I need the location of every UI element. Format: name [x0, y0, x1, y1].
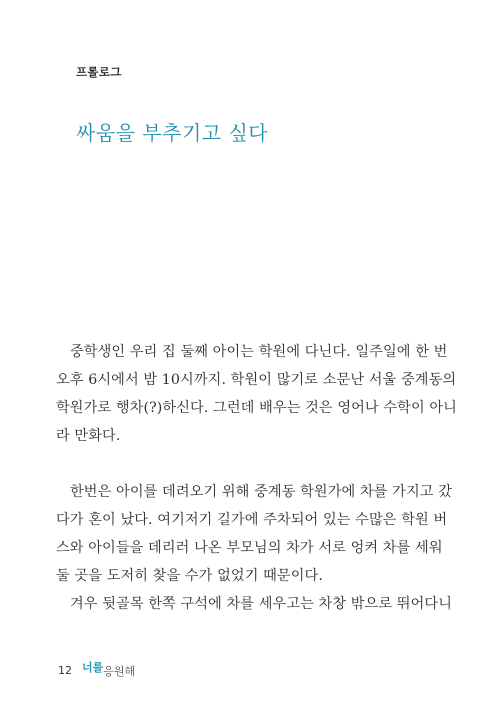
page-number: 12 — [58, 664, 72, 677]
text-line: 다가 혼이 났다. 여기저기 길가에 주차되어 있는 수많은 학원 버 — [56, 512, 448, 528]
text-line: 둘 곳을 도저히 찾을 수가 없었기 때문이다. — [56, 568, 323, 584]
page-footer — [58, 661, 136, 678]
book-logo-rest: 응원해 — [103, 665, 136, 678]
section-label: 프롤로그 — [76, 65, 122, 79]
book-logo — [82, 661, 136, 679]
body-paragraph — [56, 590, 453, 618]
text-line: 겨우 뒷골목 한쪽 구석에 차를 세우고는 차창 밖으로 뛰어다니 — [70, 596, 453, 612]
text-line: 오후 6시에서 밤 10시까지. 학원이 많기로 소문난 서울 중계동의 — [56, 372, 457, 388]
text-line: 라 만화다. — [56, 428, 121, 444]
text-line: 중학생인 우리 집 둘째 아이는 학원에 다닌다. 일주일에 한 번 — [70, 344, 448, 360]
body-paragraph — [56, 478, 453, 590]
text-line: 학원가로 행차(?)하신다. 그런데 배우는 것은 영어나 수학이 아니 — [56, 400, 457, 416]
book-logo-accent: 너를 — [82, 661, 104, 674]
chapter-title: 싸움을 부추기고 싶다 — [76, 121, 269, 145]
body-paragraph — [56, 338, 457, 450]
text-line: 한번은 아이를 데려오기 위해 중계동 학원가에 차를 가지고 갔 — [70, 484, 453, 500]
text-line: 스와 아이들을 데리러 나온 부모님의 차가 서로 엉켜 차를 세워 — [56, 540, 443, 556]
